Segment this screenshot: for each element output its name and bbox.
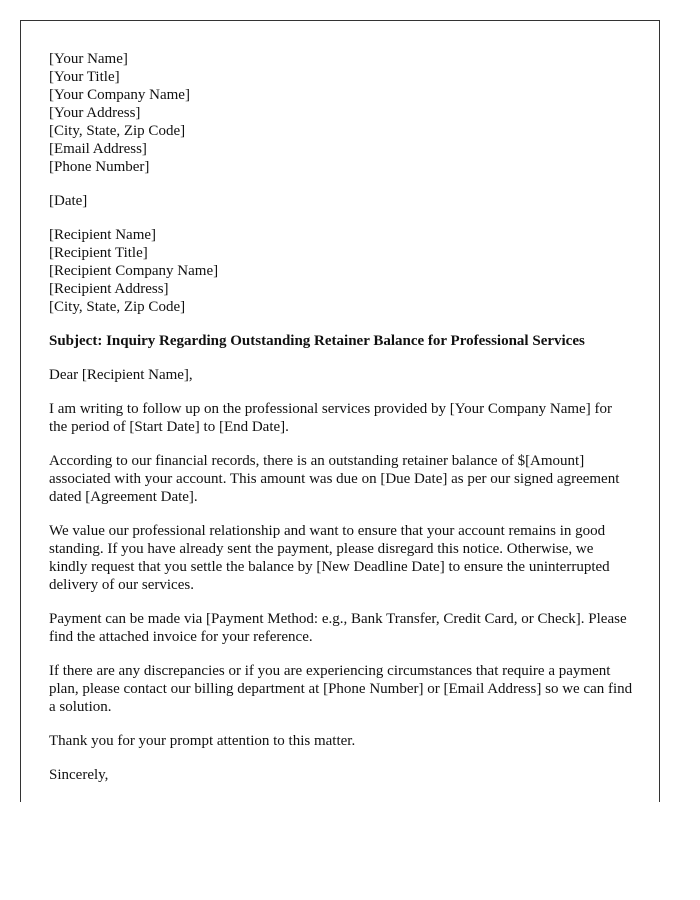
body-paragraph: I am writing to follow up on the professional services provided by [Your Company Name] for the period of [Start Date] to [End Date].: [49, 401, 612, 435]
sender-company: [Your Company Name]: [49, 87, 190, 103]
recipient-block: [49, 226, 634, 316]
sender-block: [49, 50, 634, 176]
sender-email: [Email Address]: [49, 141, 147, 157]
recipient-company: [Recipient Company Name]: [49, 263, 219, 279]
salutation: Dear [Recipient Name],: [49, 367, 193, 383]
body-paragraph: Thank you for your prompt attention to this matter.: [49, 733, 356, 749]
recipient-name: [Recipient Name]: [49, 227, 157, 243]
body-paragraph: Payment can be made via [Payment Method: e.g., Bank Transfer, Credit Card, or Check]. Please find the attached invoice for your reference.: [49, 611, 627, 645]
subject-line: Subject: Inquiry Regarding Outstanding Retainer Balance for Professional Services: [49, 333, 585, 349]
body-paragraph: We value our professional relationship and want to ensure that your account remains in good standing. If you have already sent the payment, please disregard this notice. Otherwise, we kindly request that you settle the balance by [New Deadline Date] to ensure the uninterrupted delivery of our services.: [49, 523, 610, 593]
sender-phone: [Phone Number]: [49, 159, 150, 175]
letter-page: [20, 20, 660, 802]
sender-name: [Your Name]: [49, 51, 128, 67]
body-paragraph: According to our financial records, there is an outstanding retainer balance of $[Amount] associated with your account. This amount was due on [Due Date] as per our signed agreement dated [Agreement Date].: [49, 453, 620, 505]
letter-content: [49, 50, 634, 784]
body-paragraph: If there are any discrepancies or if you are experiencing circumstances that require a payment plan, please contact our billing department at [Phone Number] or [Email Address] so we can find a solution.: [49, 663, 633, 715]
closing: Sincerely,: [49, 767, 109, 783]
sender-address: [Your Address]: [49, 105, 141, 121]
recipient-title: [Recipient Title]: [49, 245, 148, 261]
recipient-address: [Recipient Address]: [49, 281, 169, 297]
recipient-city: [City, State, Zip Code]: [49, 299, 186, 315]
sender-title: [Your Title]: [49, 69, 120, 85]
letter-date: [Date]: [49, 193, 88, 209]
sender-city: [City, State, Zip Code]: [49, 123, 186, 139]
